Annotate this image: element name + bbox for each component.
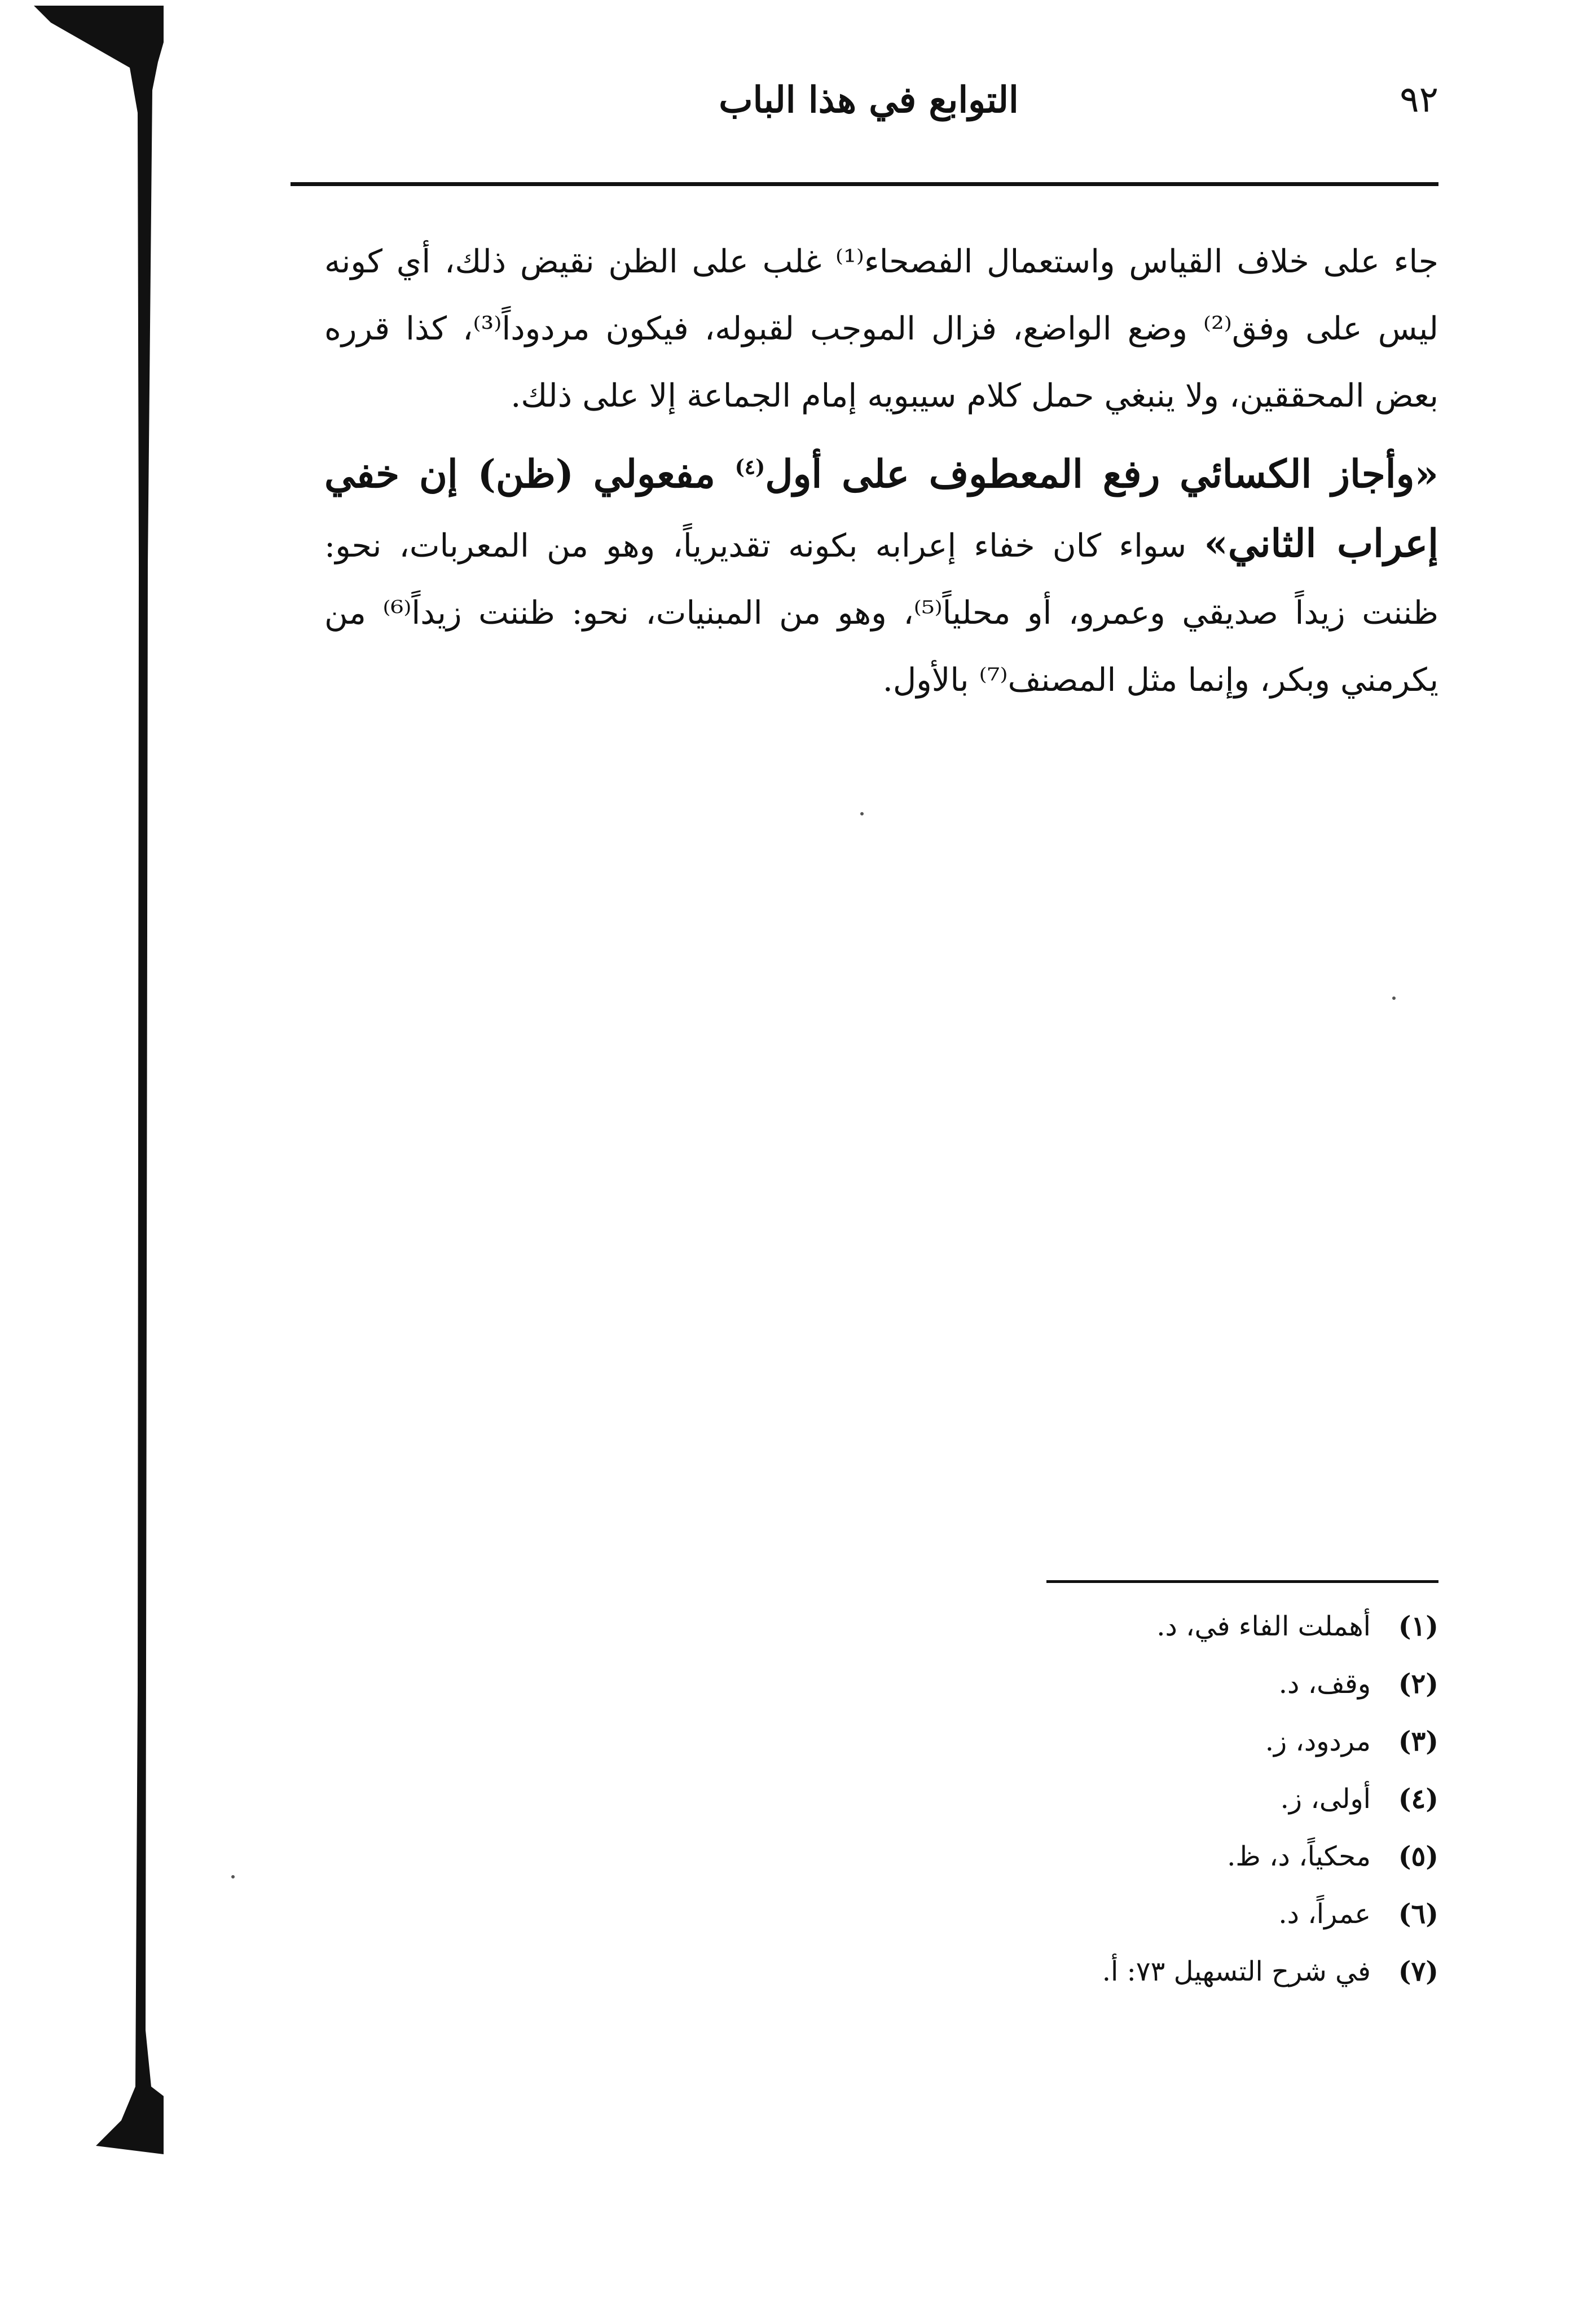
footnote-item — [762, 1655, 1438, 1713]
footnote-separator — [1046, 1580, 1438, 1583]
quote-part: مفعولي (ظن) إن خفي إعراب الثاني» — [324, 452, 1438, 566]
footnote-number: (٦) — [1398, 1898, 1438, 1930]
footnote-text: عمراً، د. — [1278, 1898, 1371, 1930]
binding-edge-shadow — [0, 0, 164, 2166]
footnote-text: وقف، د. — [1278, 1668, 1371, 1700]
scan-speck — [231, 1875, 235, 1878]
footnote-number: (١) — [1398, 1611, 1438, 1642]
page-number: ٩٢ — [1400, 79, 1438, 121]
footnote-number: (٥) — [1398, 1841, 1438, 1872]
running-header-title: التوابع في هذا الباب — [719, 79, 1019, 121]
scan-speck — [1392, 996, 1396, 1000]
main-text — [324, 228, 1438, 714]
quote-part: «وأجاز الكسائي رفع المعطوف على أول — [765, 452, 1438, 497]
footnote-item — [762, 1713, 1438, 1770]
footnote-text: مردود، ز. — [1265, 1726, 1371, 1757]
footnote-item — [762, 1885, 1438, 1943]
commentary-text: سواء كان خفاء إعرابه بكونه تقديرياً، وهو من المعربات، نحو: ظننت زيداً صديقي وعمرو، أو محلياً⁽⁵⁾، وهو من المبنيات، نحو: ظننت زيداً⁽⁶⁾ من يكرمني وبكر، وإنما مثل المصنف⁽⁷⁾ بالأول. — [324, 527, 1438, 699]
footnote-number: (٢) — [1398, 1668, 1438, 1700]
footnote-text: أهملت الفاء في، د. — [1156, 1611, 1371, 1642]
footnotes-list — [762, 1598, 1438, 2000]
footnote-ref: (٤) — [734, 455, 765, 479]
footnote-item — [762, 1598, 1438, 1655]
footnote-number: (٤) — [1398, 1783, 1438, 1815]
footnote-text: محكياً، د، ظ. — [1227, 1841, 1371, 1872]
scan-speck — [860, 812, 864, 815]
footnote-text: في شرح التسهيل ٧٣: أ. — [1102, 1956, 1371, 1987]
footnote-number: (٧) — [1398, 1956, 1438, 1987]
paragraph — [324, 441, 1438, 714]
footnote-number: (٣) — [1398, 1726, 1438, 1757]
footnote-item — [762, 1828, 1438, 1885]
footnote-item — [762, 1943, 1438, 2000]
footnote-text: أولى، ز. — [1280, 1783, 1371, 1815]
paragraph: جاء على خلاف القياس واستعمال الفصحاء⁽¹⁾ غلب على الظن نقيض ذلك، أي كونه ليس على وفق⁽²⁾ وضع الواضع، فزال الموجب لقبوله، فيكون مردوداً⁽³⁾، كذا قرره بعض المحققين، ولا ينبغي حمل كلام سيبويه إمام الجماعة إلا على ذلك. — [324, 243, 1438, 414]
header-rule — [291, 182, 1438, 186]
footnote-item — [762, 1770, 1438, 1828]
